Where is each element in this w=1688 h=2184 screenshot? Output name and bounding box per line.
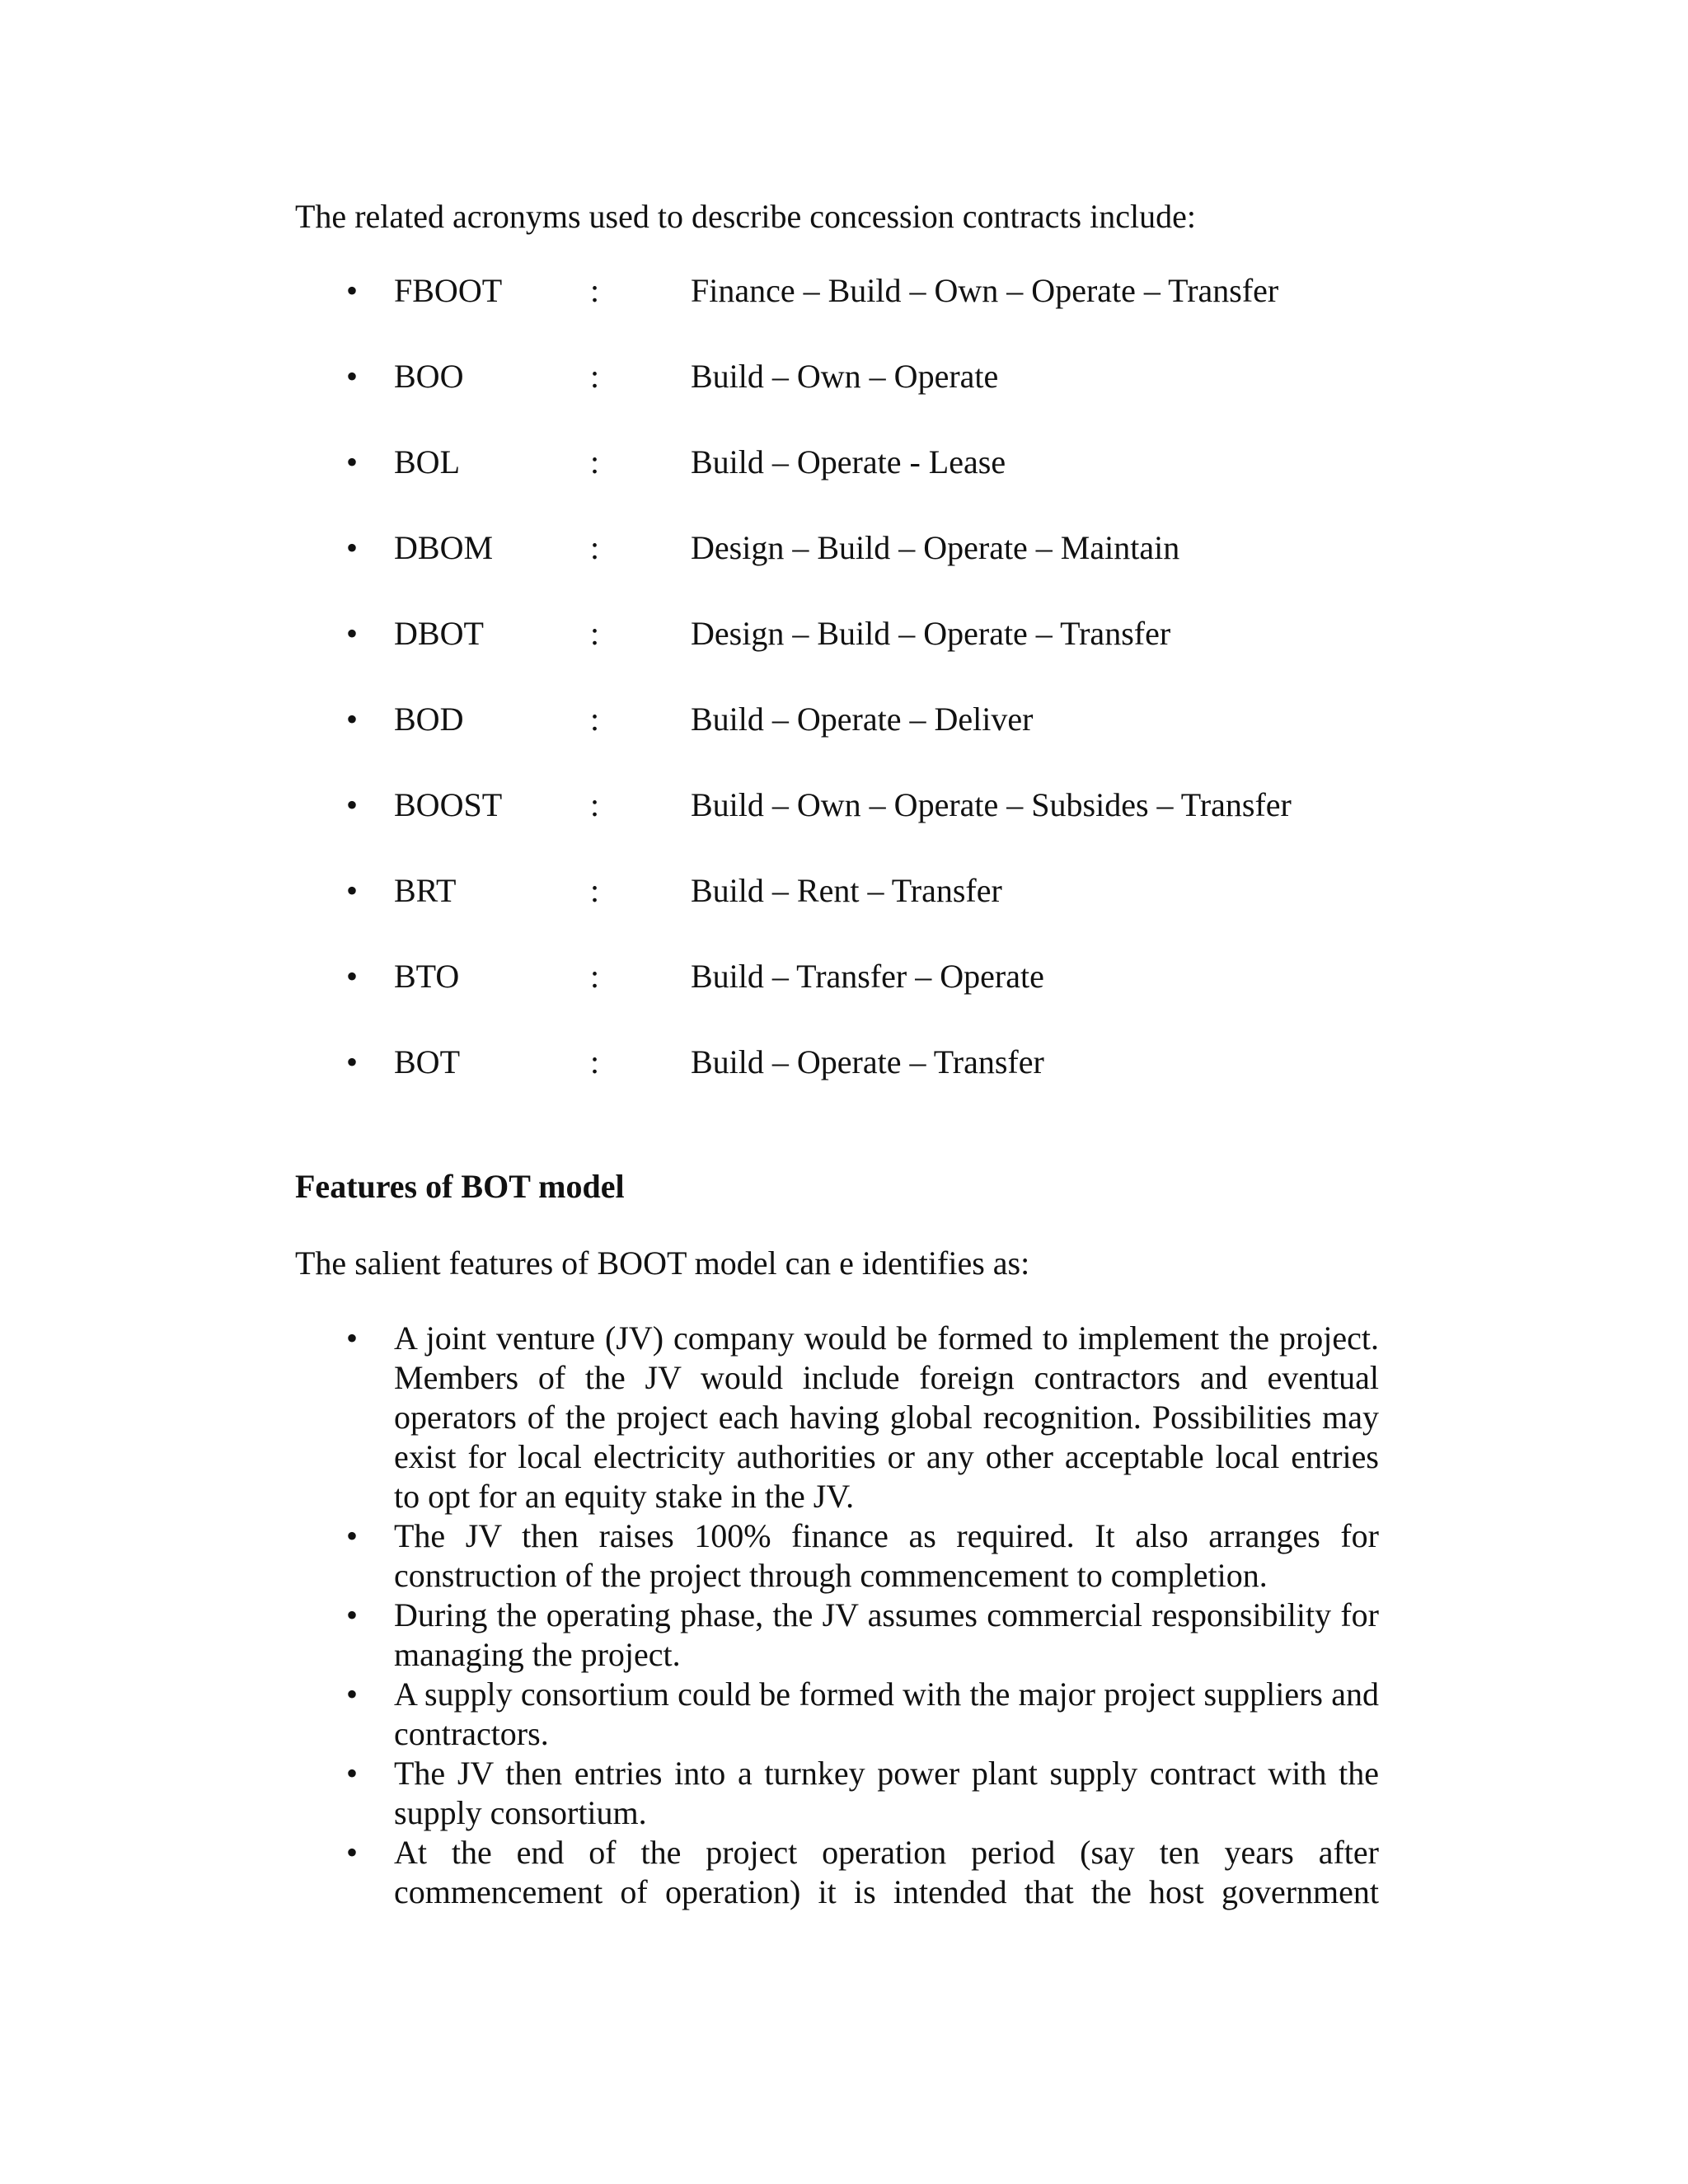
bullet-icon: • — [346, 872, 359, 909]
feature-text: The JV then raises 100% finance as required. It also arranges for construction of the project through commencement to completion. — [394, 1517, 1379, 1594]
acronym-meaning: Build – Operate - Lease — [691, 443, 1006, 480]
acronym-meaning: Design – Build – Operate – Maintain — [691, 529, 1180, 566]
bullet-icon: • — [346, 358, 359, 395]
bullet-icon: • — [346, 529, 359, 566]
feature-item — [0, 1596, 1688, 1675]
acronym-abbreviation: DBOT — [394, 615, 484, 652]
acronym-item — [0, 525, 1688, 611]
bullet-icon: • — [346, 1517, 359, 1554]
acronym-separator: : — [590, 872, 600, 909]
acronym-separator: : — [590, 443, 600, 480]
acronym-separator: : — [590, 701, 600, 738]
acronym-separator: : — [590, 1043, 600, 1080]
feature-text: The JV then entries into a turnkey power plant supply contract with the supply consortium. — [394, 1755, 1379, 1831]
acronym-item — [0, 1039, 1688, 1125]
bullet-icon: • — [346, 1834, 359, 1871]
bullet-icon: • — [346, 615, 359, 652]
bullet-icon: • — [346, 443, 359, 480]
acronym-separator: : — [590, 358, 600, 395]
feature-item — [0, 1516, 1688, 1596]
bullet-icon: • — [346, 1319, 359, 1357]
acronym-separator: : — [590, 272, 600, 309]
acronym-abbreviation: BOO — [394, 358, 464, 395]
acronym-separator: : — [590, 958, 600, 995]
acronym-separator: : — [590, 615, 600, 652]
section-heading: Features of BOT model — [295, 1168, 625, 1205]
acronym-item — [0, 354, 1688, 439]
acronym-meaning: Build – Rent – Transfer — [691, 872, 1002, 909]
acronym-meaning: Build – Own – Operate – Subsides – Transfer — [691, 786, 1292, 823]
acronym-item — [0, 954, 1688, 1039]
acronym-item — [0, 696, 1688, 782]
feature-item — [0, 1319, 1688, 1516]
acronym-abbreviation: BRT — [394, 872, 457, 909]
acronym-meaning: Build – Own – Operate — [691, 358, 999, 395]
acronym-abbreviation: BOOST — [394, 786, 503, 823]
feature-text: At the end of the project operation period (say ten years after commencement of operation) it is intended that the host government — [394, 1834, 1379, 1910]
feature-text: A supply consortium could be formed with the major project suppliers and contractors. — [394, 1675, 1379, 1752]
bullet-icon: • — [346, 1755, 359, 1792]
acronym-list — [0, 268, 1688, 1125]
acronym-item — [0, 439, 1688, 525]
acronym-separator: : — [590, 786, 600, 823]
bullet-icon: • — [346, 1675, 359, 1713]
acronym-abbreviation: BOL — [394, 443, 460, 480]
acronym-item — [0, 611, 1688, 696]
acronym-abbreviation: BOD — [394, 701, 464, 738]
feature-text: A joint venture (JV) company would be formed to implement the project. Members of the JV would include foreign contractors and eventual operators of the project each having global recognition. Possibilities may exist for local electricity authorities or any other acceptable local entries to opt for an equity stake in the JV. — [394, 1319, 1379, 1515]
feature-item — [0, 1754, 1688, 1833]
acronym-meaning: Build – Transfer – Operate — [691, 958, 1044, 995]
acronym-meaning: Finance – Build – Own – Operate – Transfer — [691, 272, 1279, 309]
acronym-meaning: Design – Build – Operate – Transfer — [691, 615, 1171, 652]
acronym-item — [0, 782, 1688, 868]
acronym-meaning: Build – Operate – Deliver — [691, 701, 1034, 738]
intro-paragraph: The related acronyms used to describe concession contracts include: — [295, 198, 1196, 235]
acronym-meaning: Build – Operate – Transfer — [691, 1043, 1044, 1080]
acronym-item — [0, 268, 1688, 354]
feature-list — [0, 1319, 1688, 1912]
bullet-icon: • — [346, 958, 359, 995]
bullet-icon: • — [346, 701, 359, 738]
acronym-abbreviation: DBOM — [394, 529, 494, 566]
bullet-icon: • — [346, 786, 359, 823]
bullet-icon: • — [346, 1596, 359, 1633]
bullet-icon: • — [346, 272, 359, 309]
feature-item — [0, 1833, 1688, 1912]
bullet-icon: • — [346, 1043, 359, 1080]
feature-item — [0, 1675, 1688, 1754]
feature-text: During the operating phase, the JV assumes commercial responsibility for managing the project. — [394, 1596, 1379, 1673]
acronym-abbreviation: BTO — [394, 958, 460, 995]
acronym-abbreviation: FBOOT — [394, 272, 503, 309]
acronym-item — [0, 868, 1688, 954]
acronym-separator: : — [590, 529, 600, 566]
features-intro: The salient features of BOOT model can e identifies as: — [295, 1244, 1030, 1282]
acronym-abbreviation: BOT — [394, 1043, 460, 1080]
